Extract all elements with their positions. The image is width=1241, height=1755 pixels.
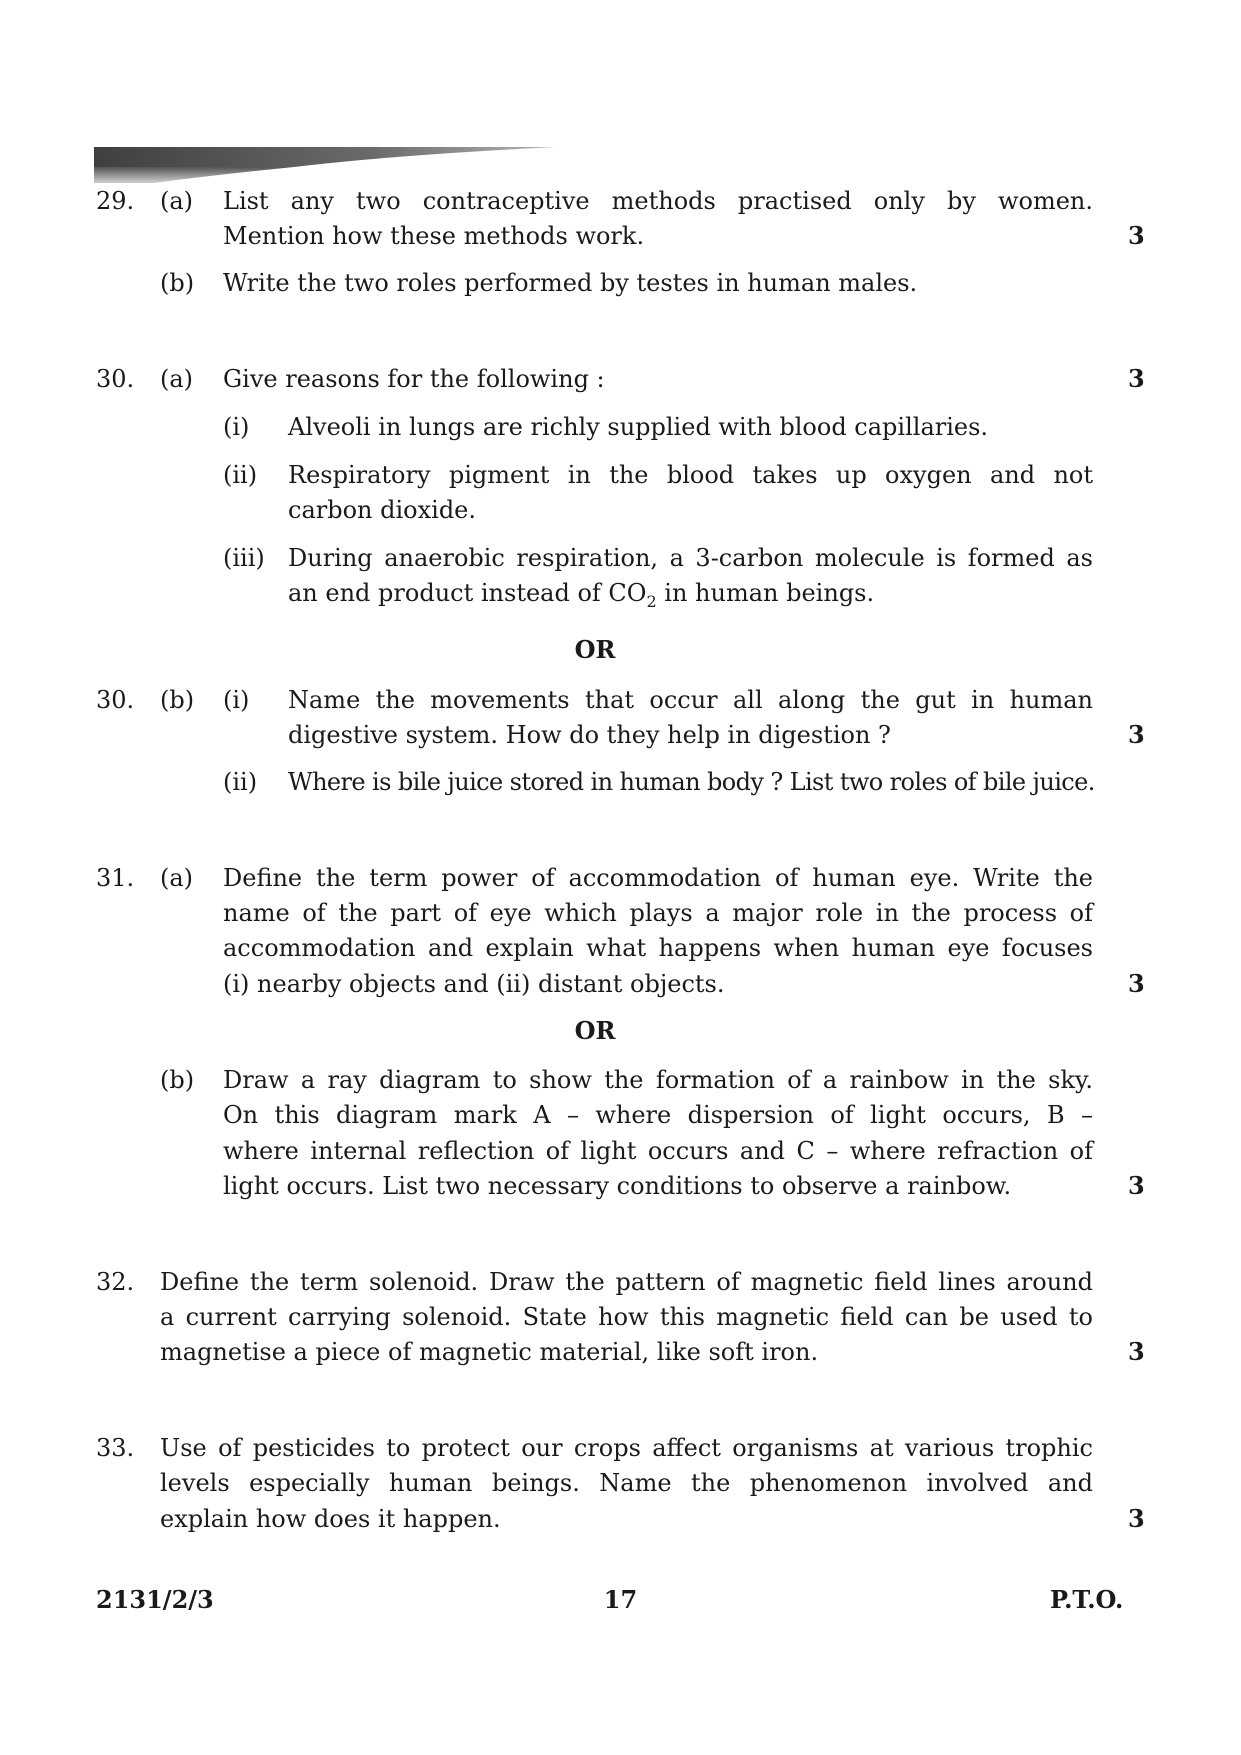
question-text: explain how does it happen. bbox=[160, 1505, 501, 1533]
question-number: 30. bbox=[96, 686, 135, 714]
question-text: Alveoli in lungs are richly supplied with blood capillaries. bbox=[288, 413, 989, 441]
question-text: Define the term solenoid. Draw the pattern of magnetic field lines around bbox=[160, 1268, 1093, 1296]
question-number: 29. bbox=[96, 187, 135, 215]
marks: 3 bbox=[1128, 1337, 1145, 1366]
marks: 3 bbox=[1128, 221, 1145, 250]
subpart-label: (i) bbox=[223, 413, 250, 441]
question-text: digestive system. How do they help in digestion ? bbox=[288, 721, 891, 749]
part-label: (b) bbox=[160, 1066, 195, 1094]
part-label: (a) bbox=[160, 864, 194, 892]
question-text: carbon dioxide. bbox=[288, 496, 477, 524]
question-text: levels especially human beings. Name the phenomenon involved and bbox=[160, 1469, 1093, 1497]
part-label: (a) bbox=[160, 187, 194, 215]
question-text: List any two contraceptive methods practised only by women. bbox=[223, 187, 1093, 215]
question-text: Write the two roles performed by testes in human males. bbox=[223, 269, 918, 297]
question-text: Use of pesticides to protect our crops affect organisms at various trophic bbox=[160, 1434, 1093, 1462]
question-text: (i) nearby objects and (ii) distant objects. bbox=[223, 970, 725, 998]
subpart-label: (ii) bbox=[223, 461, 258, 489]
marks: 3 bbox=[1128, 1504, 1145, 1533]
question-text: Respiratory pigment in the blood takes up oxygen and not bbox=[288, 461, 1093, 489]
question-number: 30. bbox=[96, 365, 135, 393]
question-number: 32. bbox=[96, 1268, 135, 1296]
question-text: During anaerobic respiration, a 3-carbon molecule is formed as bbox=[288, 544, 1093, 572]
question-text: light occurs. List two necessary conditions to observe a rainbow. bbox=[223, 1172, 1012, 1200]
text-fragment: in human beings. bbox=[656, 579, 875, 607]
please-turn-over: P.T.O. bbox=[1050, 1585, 1124, 1614]
question-text: name of the part of eye which plays a major role in the process of bbox=[223, 899, 1093, 927]
question-text: Where is bile juice stored in human body ? List two roles of bile juice. bbox=[288, 768, 1095, 796]
subpart-label: (i) bbox=[223, 686, 250, 714]
part-label: (a) bbox=[160, 365, 194, 393]
subscript: 2 bbox=[646, 591, 657, 611]
marks: 3 bbox=[1128, 1171, 1145, 1200]
or-divider: OR bbox=[574, 1016, 616, 1045]
marks: 3 bbox=[1128, 364, 1145, 393]
question-text: magnetise a piece of magnetic material, like soft iron. bbox=[160, 1338, 819, 1366]
question-text: accommodation and explain what happens when human eye focuses bbox=[223, 934, 1093, 962]
question-text-with-formula bbox=[288, 575, 1093, 620]
marks: 3 bbox=[1128, 720, 1145, 749]
part-label: (b) bbox=[160, 269, 195, 297]
or-divider: OR bbox=[574, 635, 616, 664]
question-text: a current carrying solenoid. State how this magnetic field can be used to bbox=[160, 1303, 1093, 1331]
question-text: Name the movements that occur all along the gut in human bbox=[288, 686, 1093, 714]
page-number: 17 bbox=[603, 1585, 638, 1614]
header-decorative-bar bbox=[94, 145, 556, 185]
part-label: (b) bbox=[160, 686, 195, 714]
question-text: Mention how these methods work. bbox=[223, 222, 645, 250]
subpart-label: (iii) bbox=[223, 544, 265, 572]
question-text: Define the term power of accommodation of human eye. Write the bbox=[223, 864, 1093, 892]
question-number: 31. bbox=[96, 864, 135, 892]
question-text: Draw a ray diagram to show the formation of a rainbow in the sky. bbox=[223, 1066, 1093, 1094]
question-text: Give reasons for the following : bbox=[223, 365, 605, 393]
question-number: 33. bbox=[96, 1434, 135, 1462]
question-text: On this diagram mark A – where dispersion of light occurs, B – bbox=[223, 1101, 1093, 1129]
text-fragment: an end product instead of CO bbox=[288, 579, 647, 607]
marks: 3 bbox=[1128, 969, 1145, 998]
question-text: where internal reflection of light occurs and C – where refraction of bbox=[223, 1137, 1093, 1165]
subpart-label: (ii) bbox=[223, 768, 258, 796]
paper-code: 2131/2/3 bbox=[96, 1585, 214, 1614]
